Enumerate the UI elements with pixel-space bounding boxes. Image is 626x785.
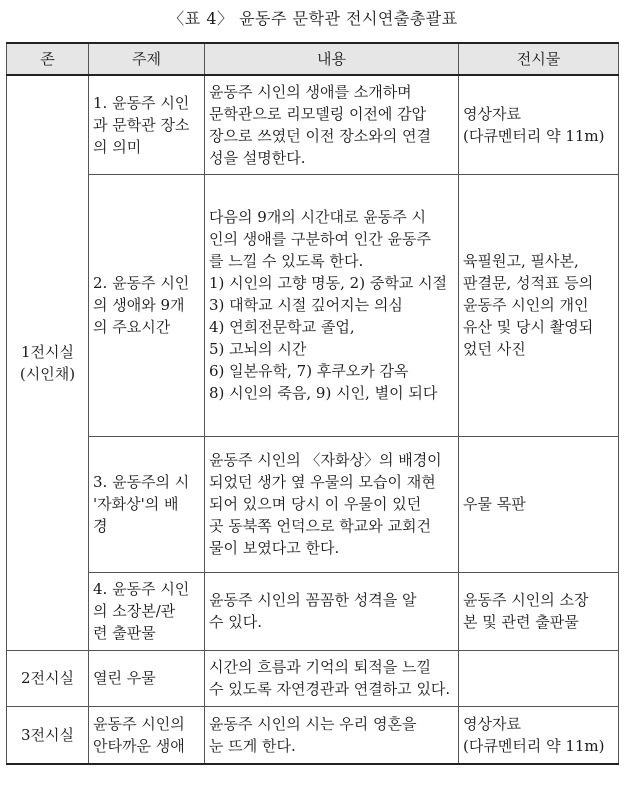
topic-line: 3. 윤동주의 시 xyxy=(93,473,190,491)
topic-line: 의 생애와 9개 xyxy=(93,296,185,314)
table-row xyxy=(7,650,619,706)
content-cell xyxy=(205,436,459,572)
items-cell xyxy=(459,436,619,572)
content-line: 물이 보였다고 한다. xyxy=(209,539,340,557)
items-line: 판결문, 성적표 등의 xyxy=(463,274,594,292)
items-line: (다큐멘터리 약 11m) xyxy=(463,736,605,755)
content-cell xyxy=(205,75,459,174)
topic-line: 2. 윤동주 시인 xyxy=(93,274,190,292)
table-row xyxy=(7,75,619,174)
items-cell xyxy=(459,706,619,764)
content-line: 성을 설명한다. xyxy=(209,148,306,167)
content-line: 를 느낄 수 있도록 한다. xyxy=(209,252,364,270)
content-line: 4) 연희전문학교 졸업, xyxy=(209,318,355,336)
items-line: 윤동주 시인의 소장 xyxy=(463,591,589,609)
content-line: 시간의 흐름과 기억의 퇴적을 느낄 xyxy=(209,658,431,676)
topic-line: 과 문학관 장소 xyxy=(93,115,190,134)
topic-cell xyxy=(89,572,205,650)
content-line: 되었던 생가 옆 우물의 모습이 재현 xyxy=(209,473,436,491)
zone-cell-2: 2전시실 xyxy=(7,650,89,706)
items-cell xyxy=(459,75,619,174)
content-line: 인의 생애를 구분하여 인간 윤동주 xyxy=(209,230,431,248)
content-line: 1) 시인의 고향 명동, 2) 중학교 시절 xyxy=(209,274,448,292)
items-line: 영상자료 xyxy=(463,714,521,733)
items-line: 었던 사진 xyxy=(463,340,526,358)
header-topic: 주제 xyxy=(89,43,205,75)
topic-line: 의 의미 xyxy=(93,137,142,156)
content-line: 6) 일본유학, 7) 후쿠오카 감옥 xyxy=(209,362,409,380)
table-row xyxy=(7,572,619,650)
content-line: 문학관으로 리모델링 이전에 감압 xyxy=(209,104,427,123)
items-line: 영상자료 xyxy=(463,104,521,123)
items-cell xyxy=(459,650,619,706)
content-line: 3) 대학교 시절 깊어지는 의심 xyxy=(209,296,403,314)
items-line: 육필원고, 필사본, xyxy=(463,252,579,270)
content-line: 윤동주 시인의 꼼꼼한 성격을 알 xyxy=(209,591,417,609)
topic-cell xyxy=(89,75,205,174)
exhibit-table xyxy=(6,42,619,765)
content-line: 5) 고뇌의 시간 xyxy=(209,340,307,358)
items-line: 유산 및 당시 촬영되 xyxy=(463,318,594,336)
header-content: 내용 xyxy=(205,43,459,75)
items-line: 윤동주 시인의 개인 xyxy=(463,296,589,314)
table-caption: 〈표 4〉 윤동주 문학관 전시연출총괄표 xyxy=(168,9,458,28)
topic-line: 1. 윤동주 시인 xyxy=(93,93,190,112)
table-row xyxy=(7,174,619,436)
content-cell xyxy=(205,650,459,706)
topic-line: '자화상'의 배 xyxy=(93,495,179,513)
header-row xyxy=(7,43,619,75)
header-zone: 존 xyxy=(7,43,89,75)
zone-subname: (시인채) xyxy=(19,364,76,383)
topic-line: 의 소장본/관 xyxy=(93,602,176,620)
table-row xyxy=(7,706,619,764)
topic-cell xyxy=(89,174,205,436)
items-cell xyxy=(459,572,619,650)
content-line: 장으로 쓰였던 이전 장소와의 연결 xyxy=(209,126,431,145)
zone-name: 1전시실 xyxy=(20,342,74,361)
topic-line: 의 주요시간 xyxy=(93,318,171,336)
topic-line: 안타까운 생애 xyxy=(93,736,185,755)
topic-cell xyxy=(89,650,205,706)
items-line: 우물 목판 xyxy=(463,495,526,513)
topic-line: 윤동주 시인의 xyxy=(93,714,185,733)
content-cell xyxy=(205,174,459,436)
content-line: 수 있다. xyxy=(209,613,263,631)
topic-cell xyxy=(89,706,205,764)
header-items: 전시물 xyxy=(459,43,619,75)
table-row xyxy=(7,436,619,572)
content-line: 곳 동북쪽 언덕으로 학교와 교회건 xyxy=(209,517,431,535)
content-line: 눈 뜨게 한다. xyxy=(209,736,296,755)
topic-line: 열린 우물 xyxy=(93,669,156,687)
content-cell xyxy=(205,572,459,650)
zone-cell-1 xyxy=(7,75,89,650)
topic-line: 련 출판물 xyxy=(93,624,156,642)
items-cell xyxy=(459,174,619,436)
content-line: 다음의 9개의 시간대로 윤동주 시 xyxy=(209,208,426,226)
content-line: 수 있도록 자연경관과 연결하고 있다. xyxy=(209,680,451,698)
topic-cell xyxy=(89,436,205,572)
topic-line: 4. 윤동주 시인 xyxy=(93,580,190,598)
zone-cell-3: 3전시실 xyxy=(7,706,89,764)
topic-line: 경 xyxy=(93,517,108,535)
content-line: 윤동주 시인의 시는 우리 영혼을 xyxy=(209,714,417,733)
content-line: 되어 있으며 당시 이 우물이 있던 xyxy=(209,495,422,513)
content-line: 8) 시인의 죽음, 9) 시인, 별이 되다 xyxy=(209,384,438,402)
content-line: 윤동주 시인의 생애를 소개하며 xyxy=(209,82,412,101)
items-line: (다큐멘터리 약 11m) xyxy=(463,126,605,145)
items-line: 본 및 관련 출판물 xyxy=(463,613,579,631)
content-cell xyxy=(205,706,459,764)
content-line: 윤동주 시인의 〈자화상〉의 배경이 xyxy=(209,451,442,469)
